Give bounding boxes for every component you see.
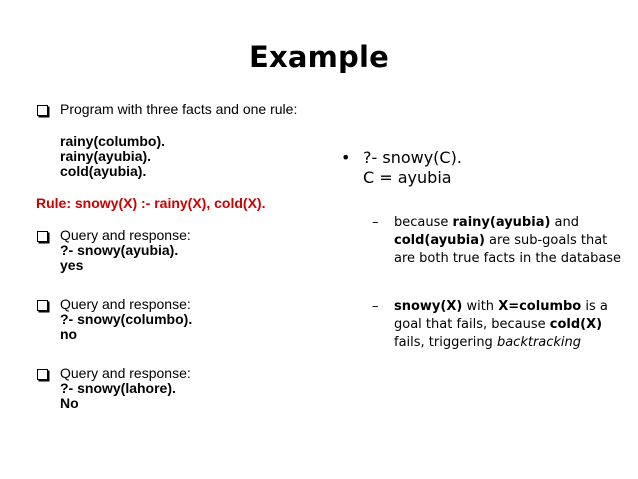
query-line: ?- snowy(C). [363, 148, 462, 167]
goal-rainy-ayubia: rainy(ayubia) [452, 215, 551, 230]
backtracking-term: backtracking [496, 335, 582, 350]
explanation-item [341, 298, 631, 352]
query-bullet [36, 297, 326, 342]
query-bullet [36, 366, 326, 411]
explanation-text: because rainy(ayubia) and cold(ayubia) are sub-goals that are both true facts in the database [394, 215, 622, 266]
fact-line: cold(ayubia). [60, 163, 147, 179]
answer-line: C = ayubia [363, 168, 452, 187]
rule-line: Rule: snowy(X) :- rainy(X), cold(X). [36, 195, 266, 211]
query-text: ?- snowy(lahore). [60, 380, 176, 396]
goal-snowy-x: snowy(X) [394, 299, 463, 314]
fact-line: rainy(columbo). [60, 133, 166, 149]
bullet-dot-icon: • [341, 148, 351, 167]
dash-bullet-icon: – [372, 215, 379, 230]
explanation-text: snowy(X) with X=columbo is a goal that fails, because cold(X) fails, triggering backtracking [394, 299, 608, 350]
left-column [36, 102, 326, 411]
query-label: Query and response: [60, 296, 191, 312]
query-response: no [60, 326, 78, 342]
query-label: Query and response: [60, 365, 191, 381]
checkbox-bullet-icon [37, 231, 48, 242]
program-text: Program with three facts and one rule: [60, 101, 298, 117]
checkbox-bullet-icon [37, 300, 48, 311]
query-bullet [36, 228, 326, 273]
right-column [341, 148, 631, 352]
query-label: Query and response: [60, 227, 191, 243]
query-response: No [60, 395, 79, 411]
checkbox-bullet-icon [37, 105, 48, 116]
query-text: ?- snowy(ayubia). [60, 242, 179, 258]
goal-cold-ayubia: cold(ayubia) [394, 233, 485, 248]
binding-x-columbo: X=columbo [498, 299, 582, 314]
checkbox-bullet-icon [37, 369, 48, 380]
query-response: yes [60, 257, 84, 273]
explanation-item [341, 214, 631, 268]
goal-cold-x: cold(X) [549, 317, 603, 332]
slide-title: Example [248, 40, 390, 74]
query-example [341, 148, 631, 188]
facts-block [60, 134, 326, 179]
program-bullet [36, 102, 326, 179]
dash-bullet-icon: – [372, 299, 379, 314]
fact-line: rainy(ayubia). [60, 148, 152, 164]
query-text: ?- snowy(columbo). [60, 311, 193, 327]
